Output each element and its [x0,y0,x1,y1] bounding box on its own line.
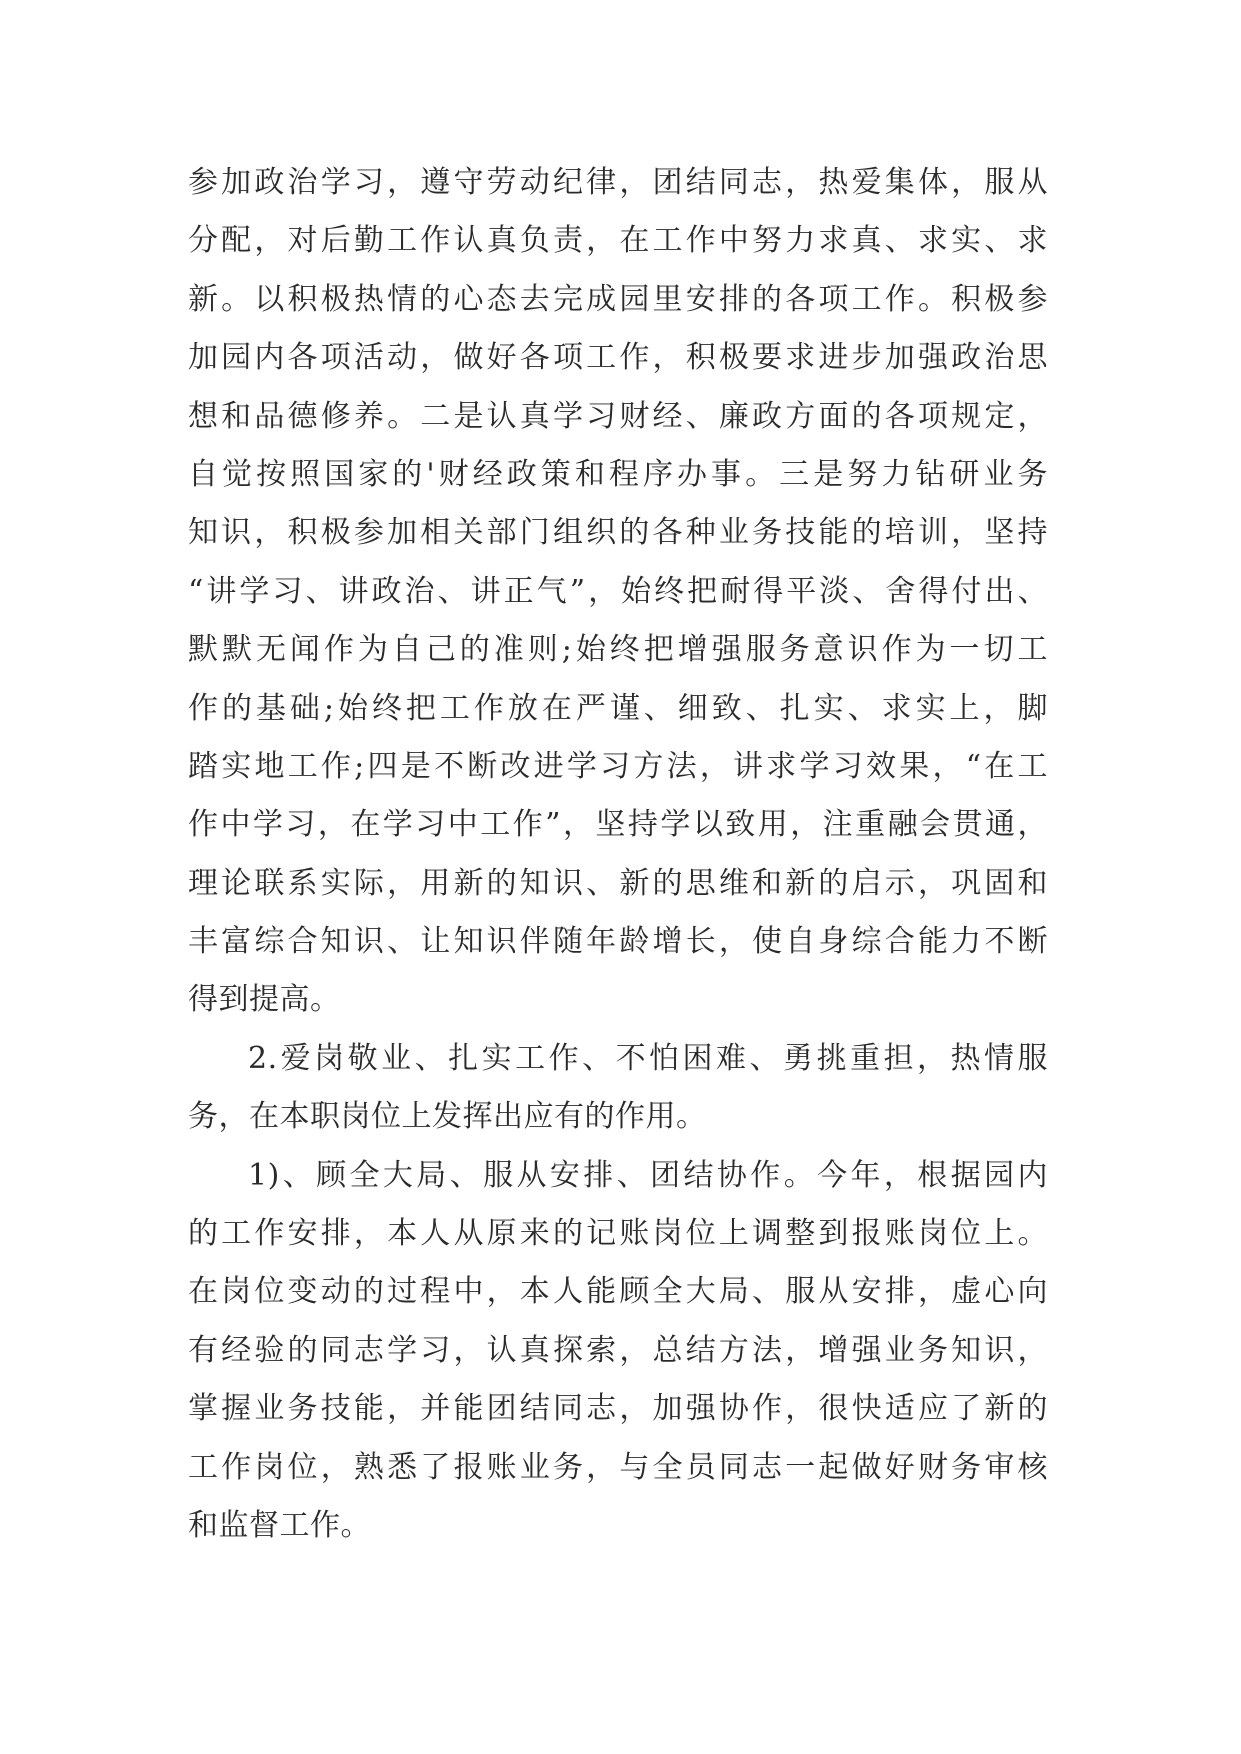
text-line: 2.爱岗敬业、扎实工作、不怕困难、勇挑重担，热情服 [248,1040,1048,1076]
text-line: 想和品德修养。二是认真学习财经、廉政方面的各项规定， [188,398,1048,434]
text-line: 务，在本职岗位上发挥出应有的作用。 [188,1099,707,1135]
text-line: 知识，积极参加相关部门组织的各种业务技能的培训，坚持 [188,515,1048,551]
text-line: 加园内各项活动，做好各项工作，积极要求进步加强政治思 [188,340,1048,376]
text-line: “讲学习、讲政治、讲正气”，始终把耐得平淡、舍得付出、 [188,573,1048,609]
text-line: 新。以积极热情的心态去完成园里安排的各项工作。积极参 [188,281,1048,317]
text-line: 参加政治学习，遵守劳动纪律，团结同志，热爱集体，服从 [188,165,1048,200]
text-line: 掌握业务技能，并能团结同志，加强协作，很快适应了新的 [188,1391,1048,1427]
text-line: 1)、顾全大局、服从安排、团结协作。今年，根据园内 [248,1157,1048,1193]
body-text [188,154,1048,1555]
text-line: 理论联系实际，用新的知识、新的思维和新的启示，巩固和 [188,865,1048,901]
text-line: 作中学习，在学习中工作”，坚持学以致用，注重融会贯通， [188,807,1048,843]
text-line: 丰富综合知识、让知识伴随年龄增长，使自身综合能力不断 [188,924,1048,960]
text-line: 的工作安排，本人从原来的记账岗位上调整到报账岗位上。 [188,1216,1048,1252]
text-line: 在岗位变动的过程中，本人能顾全大局、服从安排，虚心向 [188,1274,1048,1310]
text-line: 默默无闻作为自己的准则;始终把增强服务意识作为一切工 [188,632,1048,668]
text-line: 工作岗位，熟悉了报账业务，与全员同志一起做好财务审核 [188,1449,1048,1485]
text-line: 分配，对后勤工作认真负责，在工作中努力求真、求实、求 [188,223,1048,259]
text-line: 得到提高。 [188,982,341,1018]
text-line: 作的基础;始终把工作放在严谨、细致、扎实、求实上，脚 [188,690,1048,726]
text-line: 踏实地工作;四是不断改进学习方法，讲求学习效果，“在工 [188,748,1048,784]
text-line: 有经验的同志学习，认真探索，总结方法，增强业务知识， [188,1332,1048,1368]
text-line: 自觉按照国家的'财经政策和程序办事。三是努力钻研业务 [188,456,1048,492]
text-line: 和监督工作。 [188,1507,371,1543]
